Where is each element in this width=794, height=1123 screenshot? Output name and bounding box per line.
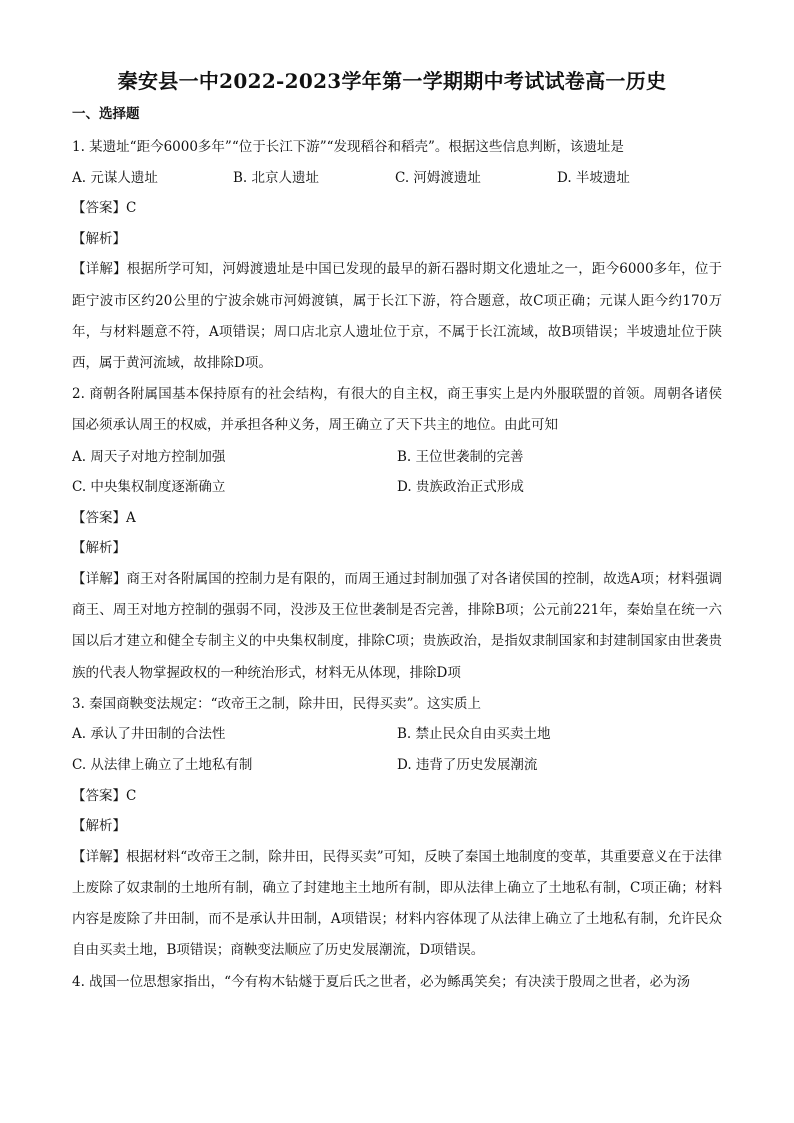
answer-value: A — [126, 509, 136, 526]
question-4 — [72, 967, 722, 998]
option-a: A. 元谋人遗址 — [72, 169, 158, 186]
option-d: D. 贵族政治正式形成 — [397, 479, 524, 496]
analysis-label: 【解析】 — [72, 230, 126, 247]
options-grid — [72, 442, 722, 503]
option-b: B. 王位世袭制的完善 — [397, 448, 524, 465]
detail-text: 根据所学可知，河姆渡遗址是中国已发现的最早的新石器时期文化遗址之一，距今6000多年，位于距宁波市区约20公里的宁波余姚市河姆渡镇，属于长江下游，符合题意，故C项正确；元谋人距今约170万年，与材料题意不符，A项错误；周口店北京人遗址位于京，不属于长江流域，故B项错误；半坡遗址位于陕西，属于黄河流域，故排除D项。 — [72, 261, 723, 371]
answer-value: C — [126, 787, 137, 804]
question-2 — [72, 379, 722, 689]
option-b: B. 北京人遗址 — [233, 169, 320, 186]
option-c: C. 从法律上确立了土地私有制 — [72, 756, 253, 773]
question-stem: 1. 某遗址“距今6000多年”“位于长江下游”“发现稻谷和稻壳”。根据这些信息判断，该遗址是 — [72, 139, 624, 155]
question-stem: 3. 秦国商鞅变法规定：“改帝王之制，除井田，民得买卖”。这实质上 — [72, 695, 481, 712]
answer-label: 【答案】 — [72, 787, 126, 804]
page-title: 秦安县一中2022-2023学年第一学期期中考试试卷高一历史 — [117, 69, 667, 93]
detail-paragraph — [72, 564, 722, 689]
option-b: B. 禁止民众自由买卖土地 — [397, 726, 551, 743]
detail-paragraph — [72, 842, 722, 967]
option-c: C. 中央集权制度逐渐确立 — [72, 479, 226, 496]
answer-line — [72, 781, 722, 812]
analysis-label: 【解析】 — [72, 818, 126, 835]
detail-text: 根据材料“改帝王之制，除井田，民得买卖”可知，反映了秦国土地制度的变革，其重要意义在于法律上废除了奴隶制的土地所有制，确立了封建地主土地所有制，即从法律上确立了土地私有制，C项正确；材料内容是废除了井田制，而不是承认井田制，A项错误；材料内容体现了从法律上确立了土地私有制，允许民众自由买卖土地，B项错误；商鞅变法顺应了历史发展潮流，D项错误。 — [72, 848, 722, 959]
detail-paragraph — [72, 254, 722, 379]
analysis-label: 【解析】 — [72, 540, 126, 557]
answer-label: 【答案】 — [72, 200, 126, 217]
exam-page — [72, 66, 722, 997]
detail-label: 【详解】 — [72, 261, 127, 278]
detail-label: 【详解】 — [72, 848, 127, 865]
question-1 — [72, 132, 722, 379]
option-c: C. 河姆渡遗址 — [395, 169, 481, 186]
option-a: A. 承认了井田制的合法性 — [72, 726, 226, 743]
options-row — [72, 163, 722, 194]
option-d: D. 半坡遗址 — [557, 169, 630, 186]
section-heading: 一、选择题 — [72, 106, 140, 122]
detail-label: 【详解】 — [72, 570, 127, 587]
option-d: D. 违背了历史发展潮流 — [397, 756, 538, 773]
options-grid — [72, 719, 722, 780]
answer-value: C — [126, 200, 137, 217]
option-a: A. 周天子对地方控制加强 — [72, 448, 226, 465]
question-stem: 2. 商朝各附属国基本保持原有的社会结构，有很大的自主权，商王事实上是内外服联盟的首领。周朝各诸侯国必须承认周王的权威，并承担各种义务，周王确立了天下共主的地位。由此可知 — [72, 386, 722, 434]
question-3 — [72, 689, 722, 967]
answer-line — [72, 193, 722, 224]
question-stem: 4. 战国一位思想家指出，“今有构木钻燧于夏后氏之世者，必为鲧禹笑矣；有决渎于殷周之世者，必为汤 — [72, 973, 691, 990]
answer-line — [72, 503, 722, 534]
detail-text: 商王对各附属国的控制力是有限的，而周王通过封制加强了对各诸侯国的控制，故选A项；材料强调商王、周王对地方控制的强弱不同，没涉及王位世袭制是否完善，排除B项；公元前221年，秦始皇在统一六国以后才建立和健全专制主义的中央集权制度，排除C项；贵族政治，是指奴隶制国家和封建制国家由世袭贵族的代表人物掌握政权的一种统治形式，材料无从体现，排除D项 — [72, 570, 723, 681]
answer-label: 【答案】 — [72, 509, 126, 526]
